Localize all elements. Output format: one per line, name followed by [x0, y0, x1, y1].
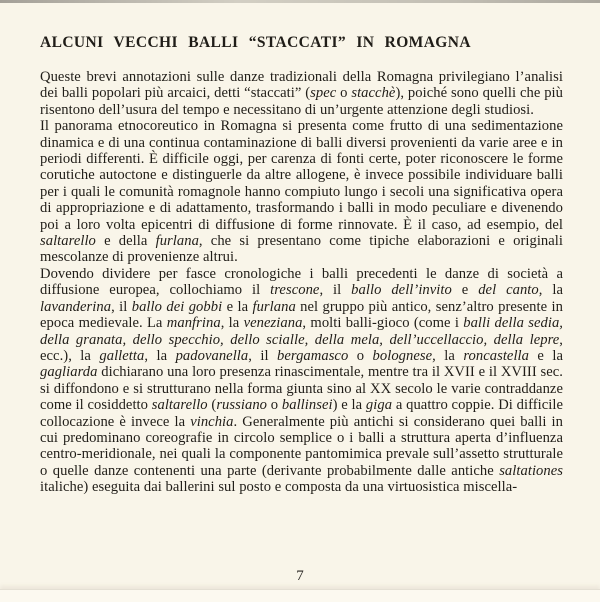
dance-name-italic: ballo dei gobbi [131, 298, 223, 315]
dance-name-italic: furlana [252, 298, 296, 315]
text-run: , il [248, 347, 278, 364]
dance-name-italic: russiano [216, 397, 268, 414]
text-run: e la [222, 298, 253, 315]
text-run: ( [207, 397, 217, 414]
dance-name-italic: vinchia [190, 413, 234, 430]
dance-name-italic: manfrina [166, 315, 221, 332]
text-run: , la [220, 315, 244, 332]
text-run: ) e la [332, 397, 366, 414]
text-run: e della [95, 233, 156, 250]
dance-name-italic: saltarello [151, 397, 208, 414]
page-number: 7 [296, 568, 304, 584]
dance-name-italic: giga [365, 397, 393, 414]
text-run: dichiarano una loro presenza rinascimentale, mentre tra il XVII e il XVIII sec. si diffondono e si strutturano nella forma giunta sino al XX secolo le varie contraddanze come il cosiddetto [40, 364, 563, 414]
dance-name-italic: ballo dell’invito [351, 282, 452, 299]
dance-name-italic: spec [310, 85, 337, 102]
dance-name-italic: gagliarda [40, 364, 98, 381]
dance-name-italic: trescone [270, 282, 320, 299]
dance-name-italic: saltarello [40, 233, 96, 250]
dance-name-italic: furlana [155, 233, 199, 250]
text-run: italiche) eseguita dai ballerini sul posto e composta da una virtuosistica miscella- [40, 479, 518, 496]
dance-name-italic: veneziana [243, 315, 303, 332]
dance-name-italic: bergamasco [277, 347, 349, 364]
paragraph [40, 118, 563, 266]
text-run: , il [111, 298, 132, 315]
text-run: , che si presentano come tipiche elaborazioni e originali mescolanze di provenienze altrui. [40, 233, 564, 266]
dance-name-italic: galletta [99, 347, 145, 364]
dance-name-italic: balli della sedia, della granata, dello specchio, dello scialle, della mela, dell’uccellaccio, della lepre [40, 315, 564, 348]
text-run: . Generalmente più antichi si considerano quei balli in cui predominano coreografie in circolo semplice o i balli a struttura aperta d’influenza centro-meridionale, nei quali la componente pantomimica prevale sull’assetto strutturale o quelle danze contenenti una parte (derivante probabilmente dalle antiche [40, 413, 564, 479]
text-run: nel gruppo più antico, senz’altro presente in epoca medievale. La [40, 298, 563, 332]
page-title: ALCUNI VECCHI BALLI “STACCATI” IN ROMAGNA [40, 34, 471, 51]
dance-name-italic: stacchè [351, 85, 396, 102]
dance-name-italic: padovanella [175, 347, 249, 364]
dance-name-italic: bolognese [372, 347, 433, 364]
text-run: , la [144, 347, 176, 364]
text-run: , molti balli-gioco (come i [302, 315, 464, 332]
text-run: , il [319, 282, 352, 299]
text-run: Queste brevi annotazioni sulle danze tradizionali della Romagna privilegiano l’analisi dei balli popolari più arcaici, detti “staccati” ( [40, 69, 563, 102]
text-run: o [267, 397, 282, 414]
text-run: e la [529, 347, 564, 364]
dance-name-italic: del canto [478, 282, 539, 299]
scan-bottom-edge [0, 589, 600, 602]
text-run: , la [432, 347, 464, 364]
dance-name-italic: lavanderina [40, 298, 112, 315]
text-run: a quattro coppie. Di difficile collocazione è invece la [40, 397, 564, 430]
article-body [40, 69, 563, 496]
dance-name-italic: ballinsei [281, 397, 333, 414]
text-run: o [348, 347, 373, 364]
text-run: o [336, 85, 352, 102]
scan-top-edge [0, 0, 600, 3]
text-run: e [451, 282, 479, 299]
text-run: ), poiché sono quelli che più risentono dell’usura del tempo e necessitano di un’urgente attenzione degli studiosi. [40, 85, 564, 118]
dance-name-italic: roncastella [463, 347, 530, 364]
text-run: , ecc.), la [40, 331, 563, 364]
text-run: , la [538, 282, 563, 299]
text-run: Dovendo dividere per fasce cronologiche i balli precedenti le danze di società a diffusione europea, collochiamo il [40, 265, 563, 299]
dance-name-italic: saltationes [499, 462, 563, 479]
paragraph [40, 69, 563, 118]
text-run: Il panorama etnocoreutico in Romagna si presenta come frutto di una sedimentazione dinamica e di una continua contaminazione di balli diversi provenienti da varie aree e in periodi differenti. È difficile oggi, per carenza di fonti certe, poter riconoscere le forme corutiche autoctone e distinguerle da altre allogene, è invece possibile individuare balli per i quali le comunità romagnole hanno compiuto lungo i secoli una significativa opera di appropriazione e di adattamento, trasformando i balli in modo peculiare e divenendo poi a loro volta epicentri di diffusione di forme rinnovate. È il caso, ad esempio, del [40, 118, 563, 233]
paragraph [40, 266, 563, 496]
